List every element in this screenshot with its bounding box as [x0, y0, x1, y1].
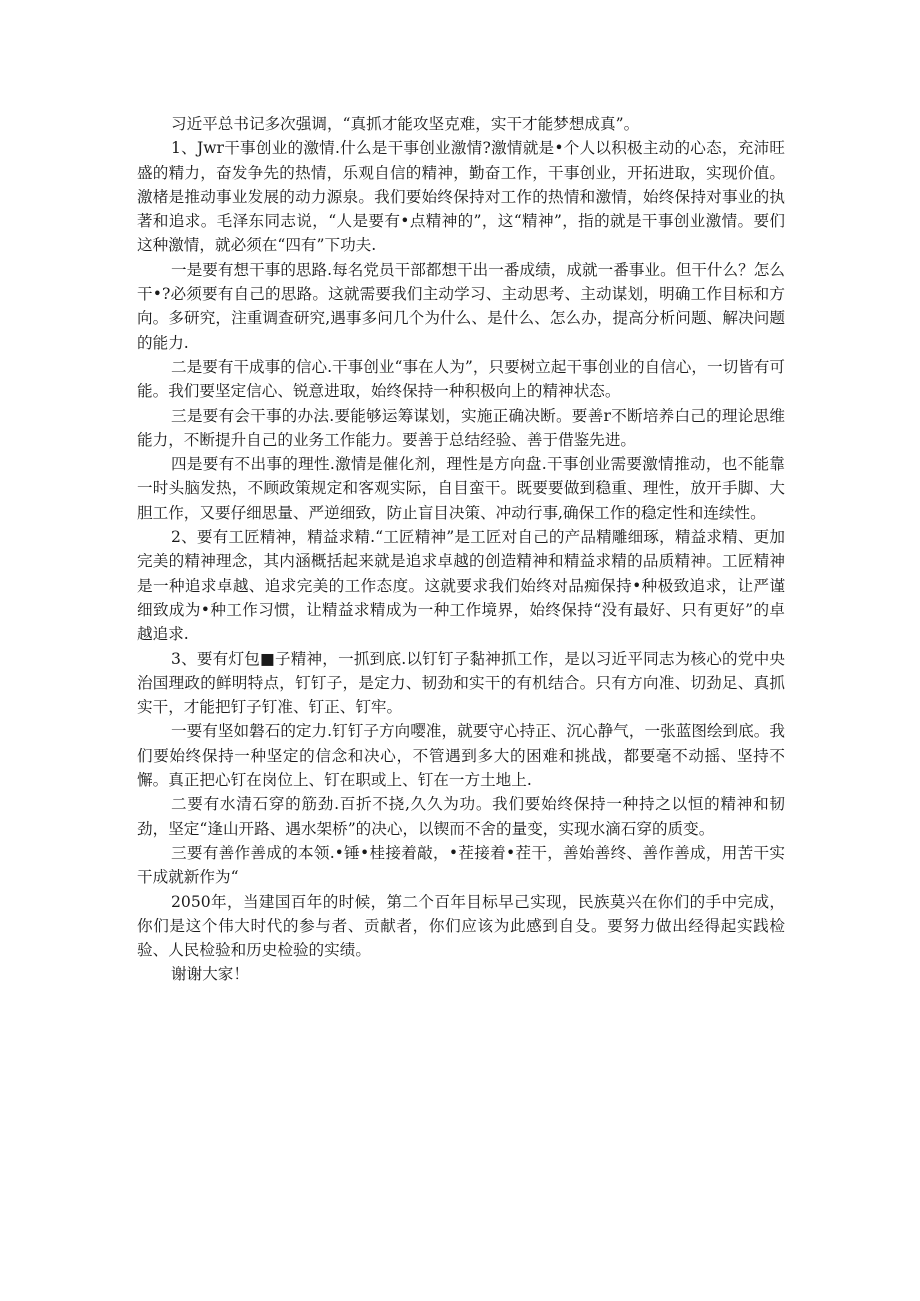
paragraph-craftsman: 2、要有工匠精神，精益求精.“工匠精神”是工匠对自己的产品精雕细琢，精益求精、更加完美的精神理念，其内涵概括起来就是追求卓越的创造精神和精益求精的品质精神。工匠精神是一种追求卓越、追求完美的工作态度。这就要求我们始终对品痴保持•种极致追求，让严谨细致成为•种工作习惯，让精益求精成为一种工作境界，始终保持“没有最好、只有更好”的卓越追求. [137, 528, 785, 644]
paragraph-methods: 三是要有会干事的办法.要能够运筹谋划，实施正确决断。要善r不断培养白己的理论思维能力，不断提升自己的业务工作能力。要善于总结经验、善于借鉴先进。 [137, 406, 785, 449]
paragraph-determination: 一要有坚如磐石的定力.钉钉子方向嘤准，就要守心持正、沉心静气，一张蓝图绘到底。我们要始终保持一种坚定的信念和决心，不管遇到多大的困难和挑战，都要毫不动摇、坚持不懈。真正把心钉在岗位上、钉在职或上、钉在一方土地上. [137, 722, 785, 790]
paragraph-intro: 习近平总书记多次强调，“真抓才能攻坚克难，实干才能梦想成真”。 [171, 115, 640, 133]
paragraph-ability: 三要有善作善成的本领.•锤•桂接着敲，•茬接着•茬干，善始善终、善作善成，用苦干实干成就新作为“ [137, 843, 785, 887]
paragraph-perseverance: 二要有水清石穿的筋劲.百折不挠,久久为功。我们要始终保持一种持之以恒的精神和韧劲，坚定“逢山开路、遇水架桥”的决心，以锲而不舍的量变，实现水滴石穿的质变。 [137, 795, 785, 838]
document-body [137, 112, 785, 987]
paragraph-confidence: 二是要有干成事的信心.干事创业“事在人为”，只要树立起干事创业的自信心，一切皆有可能。我们要坚定信心、锐意进取，始终保持一种积极向上的精神状态。 [137, 357, 785, 401]
paragraph-passion: 1、Jwr干事创业的激情.什么是干事创业激情?激情就是•个人以积极主动的心态，充沛旺盛的精力，奋发争先的热情，乐观自信的精神，勤奋工作，干事创业，开拓进取，实现价值。激楮是推动事业发展的动力源泉。我们要始终保持对工作的热情和激情，始终保持对事业的执著和追求。毛泽东同志说，“人是要有•点精神的”，这“精神”，指的就是干事创业激情。要们这种激情，就必须在“四有”下功夫. [137, 139, 785, 255]
paragraph-nail-spirit: 3、要有灯包■子精神，一抓到底.以钉钉子黏神抓工作，是以习近平同志为核心的党中央治国理政的鲜明特点，钉钉子，是定力、韧劲和实干的有机结合。只有方向准、切劲足、真抓实干，才能把钉子钉准、钉正、钉牢。 [137, 649, 785, 717]
paragraph-2050: 2050年，当建国百年的时候，第二个百年目标早己实现，民族莫兴在你们的手中完成，你们是这个伟大时代的参与者、贡献者，你们应该为此感到自殳。要努力做出经得起实践检验、人民检验和历史检验的实绩。 [137, 892, 785, 960]
paragraph-thanks: 谢谢大家！ [171, 965, 249, 984]
paragraph-thinking: 一是要有想干事的思路.每名党员干部都想干出一番成绩，成就一番事业。但干什么？怎么干•?必须要有自己的思路。这就需要我们主动学习、主动思考、主动谋划，明确工作目标和方向。多研究，注重调查研究,遇事多问几个为什么、是什么、怎么办，提高分析问题、解决问题的能力. [137, 260, 785, 352]
paragraph-rationality: 四是要有不出事的理性.激情是催化剂，理性是方向盘.干事创业需要激情推动，也不能靠一时头脑发热，不顾政策规定和客观实际，自目蛮干。既要要做到稳重、理性，放开手脚、大胆工作，又要仔细思量、严逆细致，防止盲目决策、冲动行事,确保工作的稳定性和连续性。 [137, 455, 785, 522]
